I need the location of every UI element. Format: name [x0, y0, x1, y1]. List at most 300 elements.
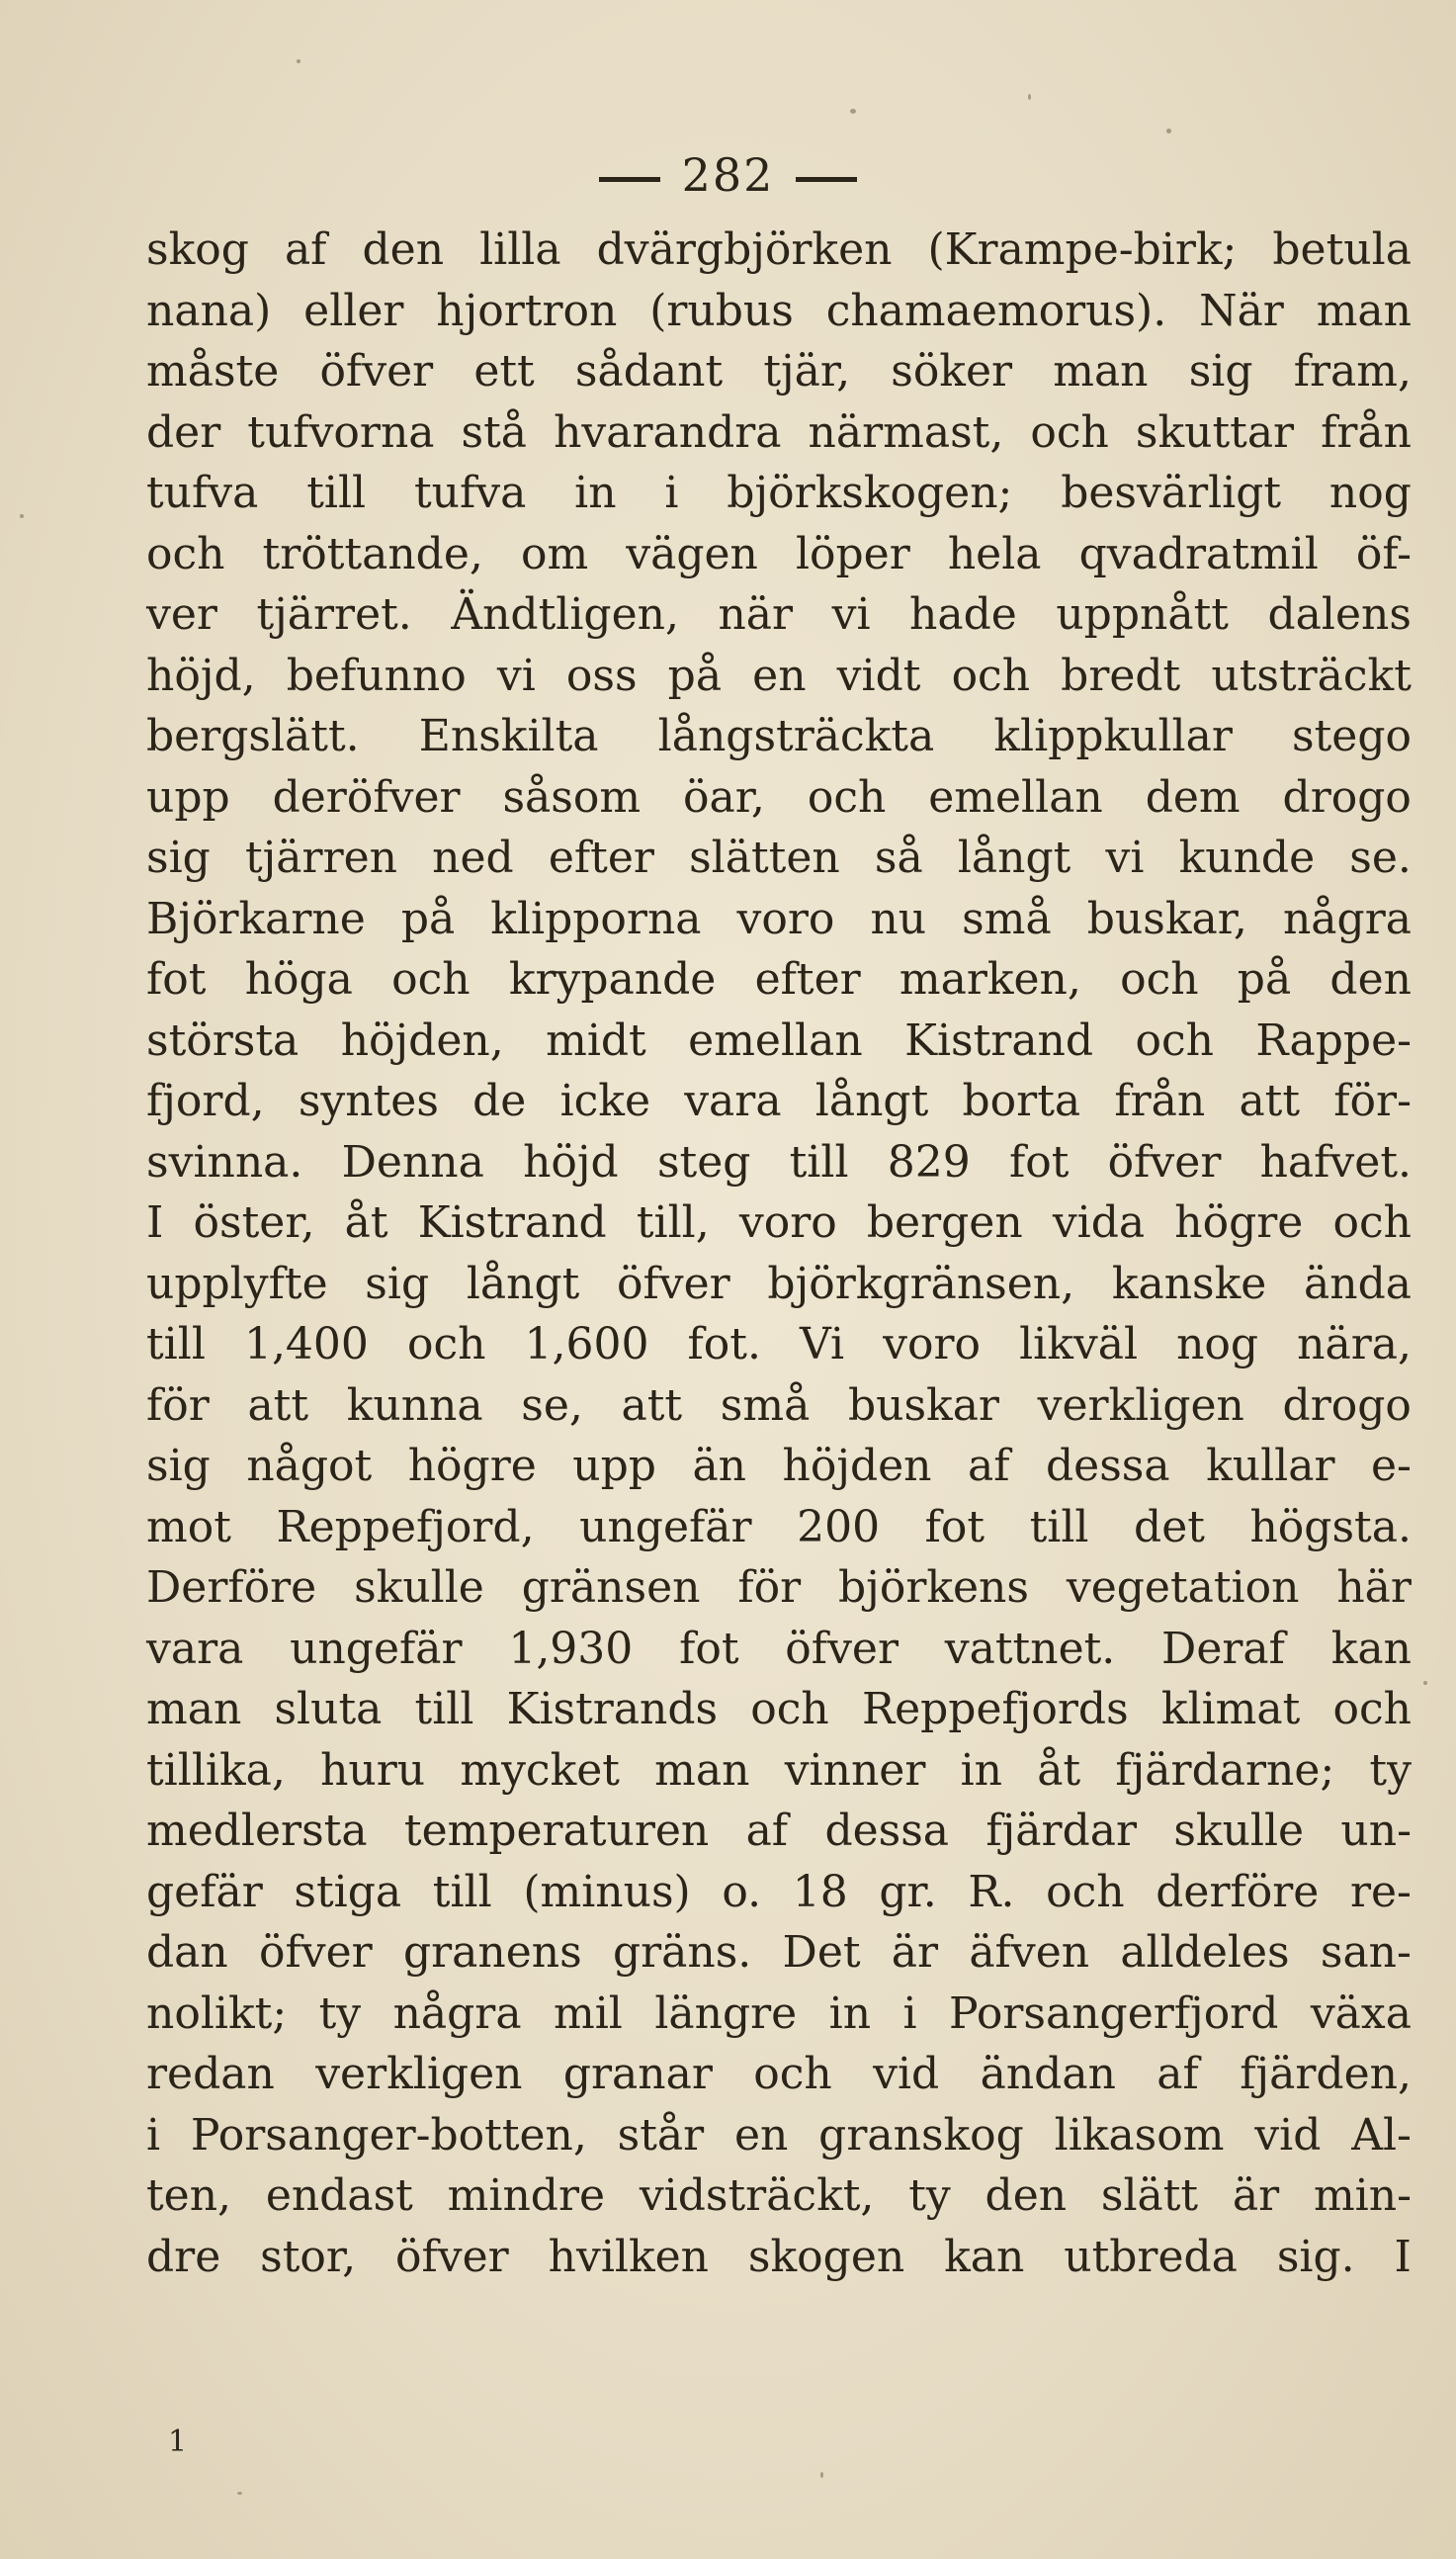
word: svinna.: [146, 1136, 303, 1188]
word: och: [753, 2049, 832, 2099]
word: hvarandra: [554, 406, 782, 458]
word: och: [1135, 1015, 1214, 1066]
word: mil: [554, 1987, 623, 2039]
word: drogo: [1282, 771, 1412, 823]
word: vara: [684, 1076, 782, 1126]
word: något: [246, 1441, 373, 1491]
word: sluta: [274, 1684, 383, 1734]
word: Deraf: [1161, 1623, 1285, 1674]
paper-speck: [297, 59, 300, 63]
word: till: [789, 1136, 849, 1188]
word: Reppefjord,: [276, 1501, 535, 1552]
word: för: [146, 1379, 210, 1431]
word: dvärgbjörken: [596, 224, 893, 275]
word: syntes: [298, 1076, 439, 1126]
word: gefär: [146, 1866, 263, 1917]
word: Det: [782, 1927, 861, 1978]
word: Denna: [341, 1136, 484, 1188]
word: Porsangerfjord: [949, 1987, 1279, 2039]
word: Reppefjords: [861, 1684, 1129, 1734]
word: står: [617, 2109, 705, 2161]
word: deröfver: [272, 771, 461, 823]
word: till,: [636, 1197, 710, 1248]
word: granskog: [818, 2109, 1024, 2161]
word: efter: [548, 833, 654, 883]
text-line: [146, 1801, 1412, 1862]
page-header: [0, 148, 1456, 202]
word: till: [306, 468, 367, 518]
text-line: [146, 220, 1412, 281]
word: fjärden,: [1240, 2049, 1412, 2099]
word: stiga: [294, 1866, 402, 1917]
text-line: [146, 2044, 1412, 2105]
word: hafvet.: [1259, 1136, 1412, 1188]
word: är: [1232, 2170, 1280, 2221]
word: Derföre: [146, 1562, 317, 1613]
word: midt: [546, 1015, 646, 1066]
word: och: [807, 771, 887, 823]
word: kullar: [1206, 1441, 1335, 1491]
word: höjd,: [146, 650, 256, 701]
word: man: [146, 1684, 242, 1734]
word: se,: [521, 1379, 583, 1431]
word: utsträckt: [1211, 650, 1412, 701]
word: klipporna: [490, 893, 702, 944]
word: och: [1046, 1866, 1125, 1917]
text-line: [146, 2165, 1412, 2227]
word: min-: [1313, 2170, 1412, 2221]
word: ett: [473, 346, 535, 397]
paper-speck: [820, 2472, 823, 2478]
footer-mark: 1: [168, 2425, 188, 2459]
text-line: [146, 1011, 1412, 1072]
word: långsträckta: [657, 711, 935, 761]
word: dessa: [1046, 1441, 1170, 1491]
word: derföre: [1156, 1866, 1320, 1917]
word: endast: [265, 2170, 413, 2221]
word: måste: [146, 346, 280, 397]
text-line: [146, 584, 1412, 646]
word: gränsen: [521, 1562, 701, 1613]
text-line: [146, 1132, 1412, 1193]
text-line: [146, 889, 1412, 950]
text-line: [146, 1862, 1412, 1923]
text-line: [146, 1922, 1412, 1984]
word: emellan: [928, 771, 1103, 823]
word: se.: [1349, 833, 1412, 883]
word: (Krampe-birk;: [927, 224, 1238, 275]
word: hela: [947, 528, 1042, 579]
word: verkligen: [315, 2049, 523, 2099]
word: tjärren: [244, 833, 397, 883]
word: så: [874, 833, 923, 883]
word: o.: [722, 1866, 762, 1917]
word: 200: [797, 1501, 881, 1552]
word: öfver: [395, 2231, 509, 2282]
word: öar,: [683, 771, 765, 823]
word: af: [968, 1441, 1010, 1491]
text-line: [146, 706, 1412, 767]
word: är: [891, 1927, 939, 1978]
word: långt: [814, 1076, 929, 1126]
word: steg: [656, 1136, 751, 1188]
word: nana): [146, 285, 272, 336]
word: björkskogen;: [727, 468, 1013, 518]
word: chamaemorus).: [825, 285, 1167, 336]
text-line: [146, 1436, 1412, 1497]
word: granar: [562, 2049, 713, 2099]
word: I: [146, 1197, 164, 1248]
word: drogo: [1282, 1379, 1412, 1431]
word: öster,: [193, 1197, 315, 1248]
paper-speck: [20, 514, 24, 518]
word: sådant: [574, 346, 724, 397]
word: redan: [146, 2049, 275, 2099]
word: söker: [891, 346, 1013, 397]
word: stego: [1292, 711, 1412, 761]
word: kunna: [346, 1379, 483, 1431]
word: i: [902, 1987, 917, 2039]
word: När: [1199, 285, 1284, 336]
word: björkgränsen,: [767, 1258, 1075, 1309]
word: mindre: [447, 2170, 606, 2221]
word: små: [962, 893, 1052, 944]
word: högre: [1174, 1197, 1304, 1248]
text-line: [146, 1984, 1412, 2045]
word: nog: [1176, 1319, 1259, 1369]
word: I: [1394, 2231, 1412, 2282]
word: klimat: [1160, 1684, 1301, 1734]
word: ungefär: [290, 1623, 463, 1674]
word: nog: [1328, 468, 1412, 518]
word: emellan: [688, 1015, 863, 1066]
word: öfver: [319, 346, 434, 397]
word: fjärdar: [985, 1806, 1137, 1856]
word: ty: [1369, 1744, 1412, 1796]
word: alldeles: [1120, 1927, 1290, 1978]
word: höjden,: [340, 1015, 504, 1066]
word: likväl: [1019, 1319, 1139, 1369]
word: granens: [402, 1927, 582, 1978]
word: marken,: [899, 954, 1081, 1005]
word: vidt: [836, 650, 921, 701]
word: Kistrand: [417, 1197, 607, 1248]
word: till: [432, 1866, 492, 1917]
word: på: [667, 650, 723, 701]
word: likasom: [1054, 2109, 1225, 2161]
word: i: [146, 2109, 161, 2161]
word: vi: [496, 650, 536, 701]
word: re-: [1349, 1866, 1412, 1917]
word: ungefär: [579, 1501, 752, 1552]
text-line: [146, 2227, 1412, 2288]
word: fot: [679, 1623, 739, 1674]
page-number: 282: [681, 148, 775, 202]
paper-speck: [850, 109, 856, 114]
word: närmast,: [808, 406, 1004, 458]
word: när: [718, 589, 794, 640]
word: fot.: [687, 1319, 761, 1369]
word: de: [472, 1076, 527, 1126]
text-line: [146, 949, 1412, 1011]
word: vid: [1254, 2109, 1322, 2161]
word: in: [828, 1987, 872, 2039]
word: öfver: [1107, 1136, 1222, 1188]
word: 18: [792, 1866, 848, 1917]
text-line: [146, 1254, 1412, 1315]
word: längre: [654, 1987, 798, 2039]
body-text: [146, 220, 1412, 2287]
word: från: [1114, 1076, 1206, 1126]
word: och: [750, 1684, 829, 1734]
word: tillika,: [146, 1744, 286, 1796]
text-line: [146, 646, 1412, 707]
word: ändan: [980, 2049, 1116, 2099]
word: voro: [738, 1197, 837, 1248]
word: på: [1237, 954, 1292, 1005]
text-line: [146, 281, 1412, 342]
word: af: [1156, 2049, 1199, 2099]
word: nu: [870, 893, 927, 944]
text-line: [146, 828, 1412, 889]
word: upplyfte: [146, 1258, 328, 1309]
word: nolikt;: [146, 1987, 288, 2039]
word: qvadratmil: [1078, 528, 1319, 579]
word: mycket: [460, 1744, 620, 1796]
word: sig.: [1276, 2231, 1355, 2282]
word: in: [960, 1744, 1003, 1796]
word: stå: [461, 406, 528, 458]
word: tufva: [413, 468, 527, 518]
word: löper: [795, 528, 910, 579]
word: och: [146, 528, 225, 579]
word: e-: [1371, 1441, 1412, 1491]
word: skog: [146, 224, 249, 275]
word: tufvorna: [247, 406, 435, 458]
word: kan: [1330, 1623, 1412, 1674]
word: buskar: [847, 1379, 999, 1431]
paper-speck: [1166, 129, 1171, 133]
word: fjärdarne;: [1115, 1744, 1335, 1796]
word: skulle: [1173, 1806, 1305, 1856]
word: för: [737, 1562, 802, 1613]
word: långt: [957, 833, 1071, 883]
word: vi: [1105, 833, 1145, 883]
word: krypande: [508, 954, 717, 1005]
word: vidsträckt,: [639, 2170, 875, 2221]
word: och: [1332, 1684, 1412, 1734]
word: hade: [909, 589, 1017, 640]
text-line: [146, 1071, 1412, 1132]
word: ty: [908, 2170, 951, 2221]
word: tjär,: [763, 346, 851, 397]
word: dessa: [824, 1806, 950, 1856]
word: och: [1332, 1197, 1412, 1248]
word: medlersta: [146, 1806, 368, 1856]
word: slätten: [689, 833, 840, 883]
word: uppnått: [1056, 589, 1229, 640]
word: vegetation: [1066, 1562, 1300, 1613]
word: såsom: [502, 771, 642, 823]
word: mot: [146, 1501, 231, 1552]
word: man: [1053, 346, 1149, 397]
text-line: [146, 1557, 1412, 1619]
word: ty: [318, 1987, 362, 2039]
word: och: [951, 650, 1031, 701]
paper-speck: [1028, 94, 1031, 100]
word: R.: [968, 1866, 1015, 1917]
word: borta: [962, 1076, 1081, 1126]
word: från: [1321, 406, 1412, 458]
word: äfven: [969, 1927, 1090, 1978]
word: och: [1030, 406, 1109, 458]
word: ned: [432, 833, 514, 883]
text-line: [146, 341, 1412, 402]
word: voro: [883, 1319, 982, 1369]
word: af: [745, 1806, 789, 1856]
text-line: [146, 2105, 1412, 2166]
word: Ändtligen,: [451, 589, 679, 640]
word: öfver: [617, 1258, 730, 1309]
word: på: [400, 893, 456, 944]
text-line: [146, 1497, 1412, 1558]
word: och: [1120, 954, 1199, 1005]
word: vara: [146, 1623, 244, 1674]
word: kunde: [1178, 833, 1316, 883]
word: fot: [1008, 1136, 1070, 1188]
word: efter: [754, 954, 861, 1005]
word: några: [1282, 893, 1412, 944]
text-line: [146, 1740, 1412, 1802]
word: gräns.: [612, 1927, 752, 1978]
word: icke: [559, 1076, 650, 1126]
word: sig: [1188, 346, 1253, 397]
word: vida: [1052, 1197, 1146, 1248]
word: vinner: [784, 1744, 926, 1796]
word: till: [414, 1684, 474, 1734]
word: dalens: [1267, 589, 1412, 640]
word: sig: [365, 1258, 430, 1309]
paper-speck: [237, 2492, 242, 2495]
word: nära,: [1297, 1319, 1412, 1369]
word: besvärligt: [1061, 468, 1282, 518]
word: 1,400: [243, 1319, 369, 1369]
word: Al-: [1351, 2109, 1412, 2161]
word: högsta.: [1249, 1501, 1412, 1552]
word: om: [520, 528, 589, 579]
text-line: [146, 463, 1412, 524]
word: fjord,: [146, 1076, 265, 1126]
word: små: [720, 1379, 811, 1431]
text-line: [146, 1679, 1412, 1740]
text-line: [146, 1314, 1412, 1375]
word: fot: [146, 954, 207, 1005]
word: sig: [146, 1441, 211, 1491]
word: höjd: [523, 1136, 619, 1188]
word: der: [146, 406, 221, 458]
word: kan: [944, 2231, 1025, 2282]
word: eller: [303, 285, 404, 336]
header-dash-left: [599, 177, 660, 182]
word: slätt: [1100, 2170, 1199, 2221]
word: långt: [466, 1258, 580, 1309]
word: öf-: [1355, 528, 1412, 579]
word: för-: [1333, 1076, 1412, 1126]
word: tröttande,: [262, 528, 483, 579]
text-line: [146, 402, 1412, 464]
word: (rubus: [649, 285, 794, 336]
word: 1,930: [508, 1623, 634, 1674]
word: hvilken: [548, 2231, 710, 2282]
word: i: [664, 468, 679, 518]
word: un-: [1340, 1806, 1412, 1856]
word: Kistrand: [904, 1015, 1094, 1066]
word: att: [247, 1379, 309, 1431]
word: vägen: [626, 528, 758, 579]
word: att: [1239, 1076, 1301, 1126]
word: höjden: [782, 1441, 932, 1491]
word: betula: [1272, 224, 1412, 275]
word: hjortron: [436, 285, 618, 336]
word: åt: [344, 1197, 388, 1248]
word: voro: [736, 893, 835, 944]
word: den: [362, 224, 445, 275]
word: skulle: [354, 1562, 484, 1613]
word: bredt: [1061, 650, 1181, 701]
word: det: [1134, 1501, 1205, 1552]
text-line: [146, 1619, 1412, 1680]
word: sig: [146, 833, 211, 883]
word: vi: [831, 589, 871, 640]
word: och: [406, 1319, 486, 1369]
word: 1,600: [524, 1319, 649, 1369]
word: höga: [244, 954, 353, 1005]
word: ten,: [146, 2170, 232, 2221]
word: den: [1329, 954, 1412, 1005]
word: än: [692, 1441, 747, 1491]
word: (minus): [523, 1866, 691, 1917]
word: ver: [146, 589, 217, 640]
word: dre: [146, 2231, 221, 2282]
word: oss: [565, 650, 638, 701]
word: och: [391, 954, 471, 1005]
text-line: [146, 1192, 1412, 1254]
word: temperaturen: [403, 1806, 710, 1856]
word: Vi: [800, 1319, 845, 1369]
word: vattnet.: [944, 1623, 1116, 1674]
word: klippkullar: [993, 711, 1233, 761]
word: högre: [407, 1441, 537, 1491]
word: Björkarne: [146, 893, 366, 944]
word: till: [1029, 1501, 1089, 1552]
word: stor,: [260, 2231, 357, 2282]
word: Enskilta: [418, 711, 599, 761]
word: man: [1316, 285, 1412, 336]
word: dan: [146, 1927, 228, 1978]
word: Rappe-: [1255, 1015, 1412, 1066]
word: några: [392, 1987, 522, 2039]
word: skuttar: [1135, 406, 1295, 458]
word: till: [146, 1319, 206, 1369]
word: tufva: [146, 468, 259, 518]
word: den: [985, 2170, 1068, 2221]
word: af: [284, 224, 327, 275]
word: största: [146, 1015, 300, 1066]
word: Porsanger-botten,: [190, 2109, 587, 2161]
word: man: [654, 1744, 750, 1796]
word: in: [574, 468, 617, 518]
word: Kistrands: [506, 1684, 719, 1734]
